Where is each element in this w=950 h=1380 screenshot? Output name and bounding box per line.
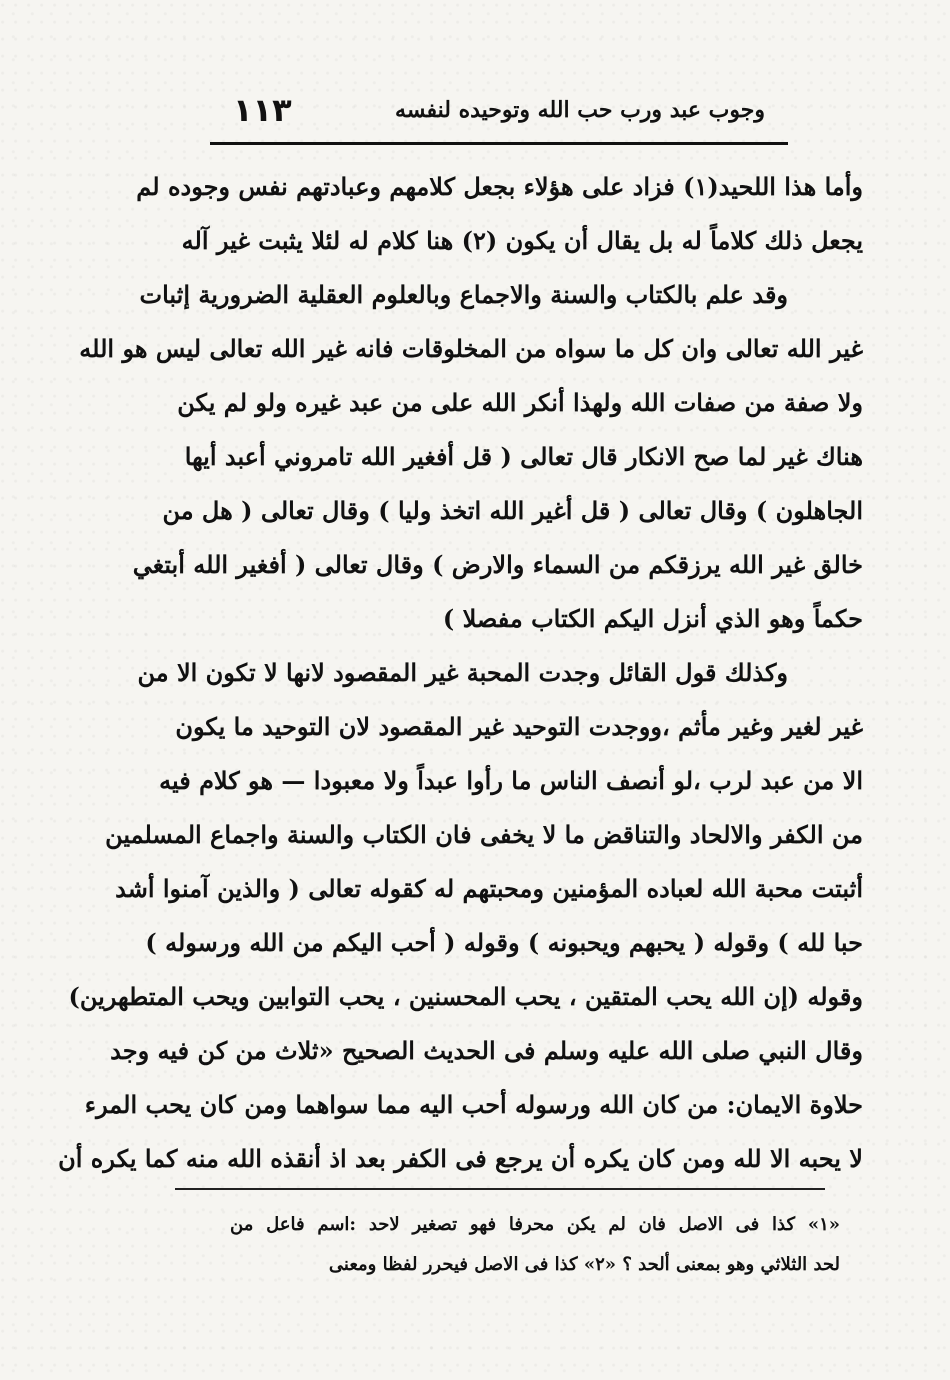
text-line: حكماً وهو الذي أنزل اليكم الكتاب مفصلا ) [442,604,863,633]
text-line: من الكفر والالحاد والتناقض ما لا يخفى فان الكتاب والسنة واجماع المسلمين [105,820,863,849]
text-line: وقال النبي صلى الله عليه وسلم فى الحديث الصحيح «ثلاث من كن فيه وجد [110,1036,863,1065]
main-text [58,160,863,1186]
text-line: ولا صفة من صفات الله ولهذا أنكر الله على من عبد غيره ولو لم يكن [177,388,863,417]
text-line: غير لغير وغير مأثم ،ووجدت التوحيد غير المقصود لان التوحيد ما يكون [175,712,863,741]
text-line: الا من عبد لرب ،لو أنصف الناس ما رأوا عبداً ولا معبودا — هو كلام فيه [159,766,863,795]
text-line: أثبتت محبة الله لعباده المؤمنين ومحبتهم له كقوله تعالى ( والذين آمنوا أشد [115,874,863,903]
footnote-line: لحد الثلاثي وهو بمعنى ألحد ؟ «٢» كذا فى الاصل فيحرر لفظا ومعنى [328,1254,840,1275]
footnotes [230,1205,840,1285]
header-rule [210,142,788,145]
page-number: ١١٣ [233,91,292,129]
text-line: وقد علم بالكتاب والسنة والاجماع وبالعلوم العقلية الضرورية إثبات [139,280,788,309]
footnote-rule [175,1188,825,1190]
text-line: وقوله (إن الله يحب المتقين ، يحب المحسنين ، يحب التوابين ويحب المتطهرين) [68,982,863,1011]
text-line: الجاهلون ) وقال تعالى ( قل أغير الله اتخذ وليا ) وقال تعالى ( هل من [162,496,863,525]
running-header [205,91,765,135]
text-line: غير الله تعالى وان كل ما سواه من المخلوقات فانه غير الله تعالى ليس هو الله [79,334,863,363]
text-line: وكذلك قول القائل وجدت المحبة غير المقصود لانها لا تكون الا من [137,658,788,687]
text-line: حبا لله ) وقوله ( يحبهم ويحبونه ) وقوله ( أحب اليكم من الله ورسوله ) [145,928,863,957]
text-line: هناك غير لما صح الانكار قال تعالى ( قل أفغير الله تامروني أعبد أيها [184,442,863,471]
text-line: يجعل ذلك كلاماً له بل يقال أن يكون (٢) هنا كلام له لئلا يثبت غير آله [181,226,863,255]
text-line: وأما هذا اللحيد(١) فزاد على هؤلاء بجعل كلامهم وعبادتهم نفس وجوده لم [136,172,863,201]
text-line: خالق غير الله يرزقكم من السماء والارض ) وقال تعالى ( أفغير الله أبتغي [132,550,863,579]
text-line: لا يحبه الا لله ومن كان يكره أن يرجع فى الكفر بعد اذ أنقذه الله منه كما يكره أن [58,1144,863,1173]
running-header-title: وجوب عبد ورب حب الله وتوحيده لنفسه [395,97,765,123]
text-line: حلاوة الايمان: من كان الله ورسوله أحب اليه مما سواهما ومن كان يحب المرء [84,1090,863,1119]
footnote-line: «١» كذا فى الاصل فان لم يكن محرفا فهو تصغير لاحد :اسم فاعل من [230,1214,840,1235]
